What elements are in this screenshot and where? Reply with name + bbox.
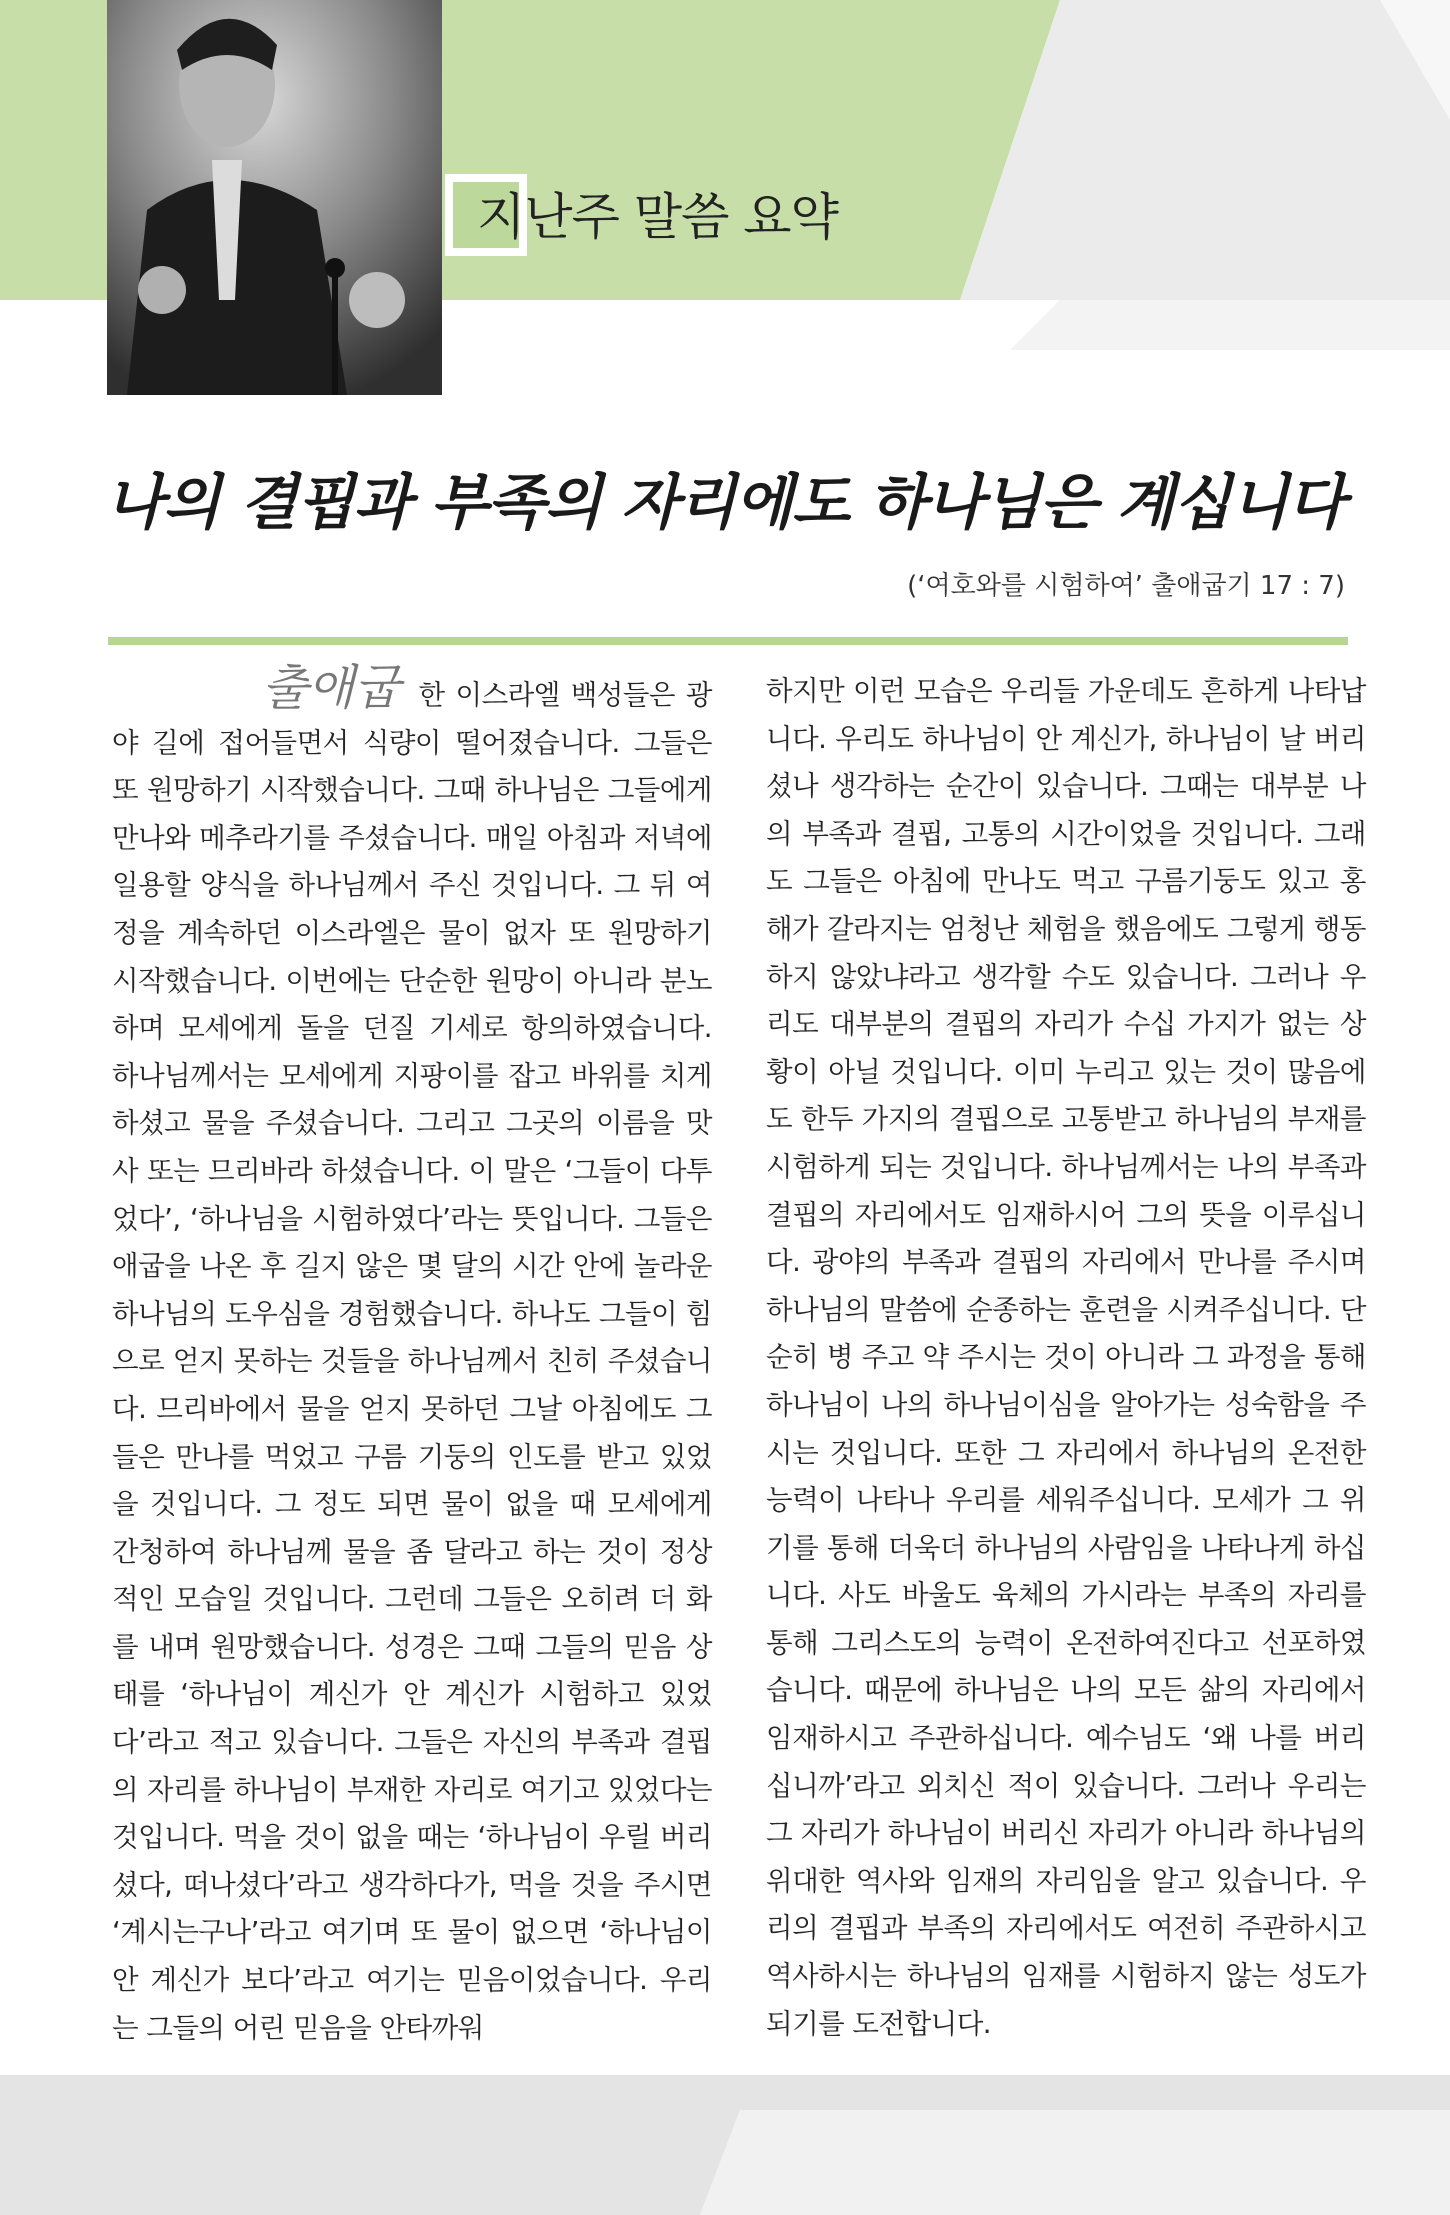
scripture-reference: (‘여호와를 시험하여’ 출애굽기 17 : 7) xyxy=(907,571,1345,601)
section-title xyxy=(445,168,838,258)
speaker-photo xyxy=(107,0,442,395)
right-column xyxy=(766,668,1366,2048)
section-title-text: 지난주 말씀 요약 xyxy=(477,188,838,246)
article-headline: 나의 결핍과 부족의 자리에도 하나님은 계십니다 xyxy=(105,468,1345,538)
right-column-text: 하지만 이런 모습은 우리들 가운데도 흔하게 나타납니다. 우리도 하나님이 안 계신가, 하나님이 날 버리셨나 생각하는 순간이 있습니다. 그때는 대부분 나의 부족과 결핍, 고통의 시간이었을 것입니다. 그래도 그들은 아침에 만나도 먹고 구름기둥도 있고 홍해가 갈라지는 엄청난 체험을 했음에도 그렇게 행동하지 않았냐라고 생각할 수도 있습니다. 그러나 우리도 대부분의 결핍의 자리가 수십 가지가 없는 상황이 아닐 것입니다. 이미 누리고 있는 것이 많음에도 한두 가지의 결핍으로 고통받고 하나님의 부재를 시험하게 되는 것입니다. 하나님께서는 나의 부족과 결핍의 자리에서도 임재하시어 그의 뜻을 이루십니다. 광야의 부족과 결핍의 자리에서 만나를 주시며 하나님의 말씀에 순종하는 훈련을 시켜주십니다. 단순히 병 주고 약 주시는 것이 아니라 그 과정을 통해 하나님이 나의 하나님이심을 알아가는 성숙함을 주시는 것입니다. 또한 그 자리에서 하나님의 온전한 능력이 나타나 우리를 세워주십니다. 모세가 그 위기를 통해 더욱더 하나님의 사람임을 나타나게 하십니다. 사도 바울도 육체의 가시라는 부족의 자리를 통해 그리스도의 능력이 온전하여진다고 선포하였습니다. 때문에 하나님은 나의 모든 삶의 자리에서 임재하시고 주관하십니다. 예수님도 ‘왜 나를 버리십니까’라고 외치신 적이 있습니다. 그러나 우리는 그 자리가 하나님이 버리신 자리가 아니라 하나님의 위대한 역사와 임재의 자리임을 알고 있습니다. 우리의 결핍과 부족의 자리에서도 여전히 주관하시고 역사하시는 하나님의 임재를 시험하지 않는 성도가 되기를 도전합니다. xyxy=(766,675,1366,2040)
footer-background xyxy=(0,2075,1450,2215)
divider-rule xyxy=(108,637,1348,645)
left-column-text: 한 이스라엘 백성들은 광야 길에 접어들면서 식량이 떨어졌습니다. 그들은 또 원망하기 시작했습니다. 그때 하나님은 그들에게 만나와 메추라기를 주셨습니다. 매일 아침과 저녁에 일용할 양식을 하나님께서 주신 것입니다. 그 뒤 여정을 계속하던 이스라엘은 물이 없자 또 원망하기 시작했습니다. 이번에는 단순한 원망이 아니라 분노하며 모세에게 돌을 던질 기세로 항의하였습니다. 하나님께서는 모세에게 지팡이를 잡고 바위를 치게 하셨고 물을 주셨습니다. 그리고 그곳의 이름을 맛사 또는 므리바라 하셨습니다. 이 말은 ‘그들이 다투었다’, ‘하나님을 시험하였다’라는 뜻입니다. 그들은 애굽을 나온 후 길지 않은 몇 달의 시간 안에 놀라운 하나님의 도우심을 경험했습니다. 하나도 그들이 힘으로 얻지 못하는 것들을 하나님께서 친히 주셨습니다. 므리바에서 물을 얻지 못하던 그날 아침에도 그들은 만나를 먹었고 구름 기둥의 인도를 받고 있었을 것입니다. 그 정도 되면 물이 없을 때 모세에게 간청하여 하나님께 물을 좀 달라고 하는 것이 정상적인 모습일 것입니다. 그런데 그들은 오히려 더 화를 내며 원망했습니다. 성경은 그때 그들의 믿음 상태를 ‘하나님이 계신가 안 계신가 시험하고 있었다’라고 적고 있습니다. 그들은 자신의 부족과 결핍의 자리를 하나님이 부재한 자리로 여기고 있었다는 것입니다. 먹을 것이 없을 때는 ‘하나님이 우릴 버리셨다, 떠나셨다’라고 생각하다가, 먹을 것을 주시면 ‘계시는구나’라고 여기며 또 물이 없으면 ‘하나님이 안 계신가 보다’라고 여기는 믿음이었습니다. 우리는 그들의 어린 믿음을 안타까워 xyxy=(112,679,712,2044)
dropcap-word: 출애굽 xyxy=(262,660,400,716)
left-column xyxy=(112,660,712,2052)
